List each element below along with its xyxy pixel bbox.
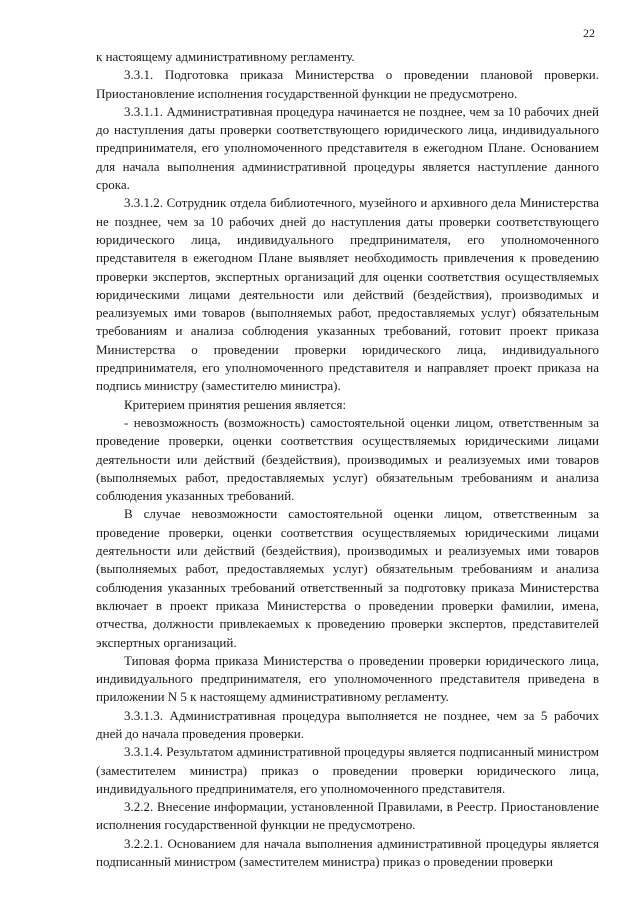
paragraph-criterion-intro: Критерием принятия решения является:: [124, 396, 347, 412]
paragraph-impossibility-case: В случае невозможности самостоятельной оценки лицом, ответственным за проведение проверки, оценки соответствия осуществляемых юридическими лицами деятельности или действий (бездействия), производимых и реализуемых ими товаров (выполняемых работ, предоставляемых услуг) обязательным требованиям и анализа соблюдения указанных требований ответственный за подготовку приказа Министерства включает в проект приказа Министерства о проведении проверки фамилии, имена, отчества, должности привлекаемых к проведению проверки экспертов, представителей экспертных организаций.: [96, 506, 599, 650]
paragraph-3-3-1-3: 3.3.1.3. Административная процедура выполняется не позднее, чем за 5 рабочих дней до начала проведения проверки.: [96, 707, 599, 741]
paragraph-3-3-1-1: 3.3.1.1. Административная процедура начинается не позднее, чем за 10 рабочих дней до наступления даты проверки соответствующего юридического лица, индивидуального предпринимателя, его уполномоченного представителя в ежегодном Плане. Основанием для начала выполнения административной процедуры является наступление данного срока.: [96, 103, 599, 193]
page-number: 22: [583, 26, 595, 40]
paragraph-3-2-2-1: 3.2.2.1. Основанием для начала выполнения административной процедуры является подписанный министром (заместителем министра) приказ о проведении проверки: [96, 835, 599, 870]
paragraph-3-3-1-2: 3.3.1.2. Сотрудник отдела библиотечного, музейного и архивного дела Министерства не позднее, чем за 10 рабочих дней до наступления даты проверки соответствующего юридического лица, индивидуального предпринимателя, его уполномоченного представителя в ежегодном Плане выявляет необходимость привлечения к проведению проверки экспертов, экспертных организаций для оценки соответствия осуществляемых юридическими лицами деятельности или действий (бездействия), производимых и реализуемых ими товаров (выполняемых работ, предоставляемых услуг) обязательным требованиям и анализа соблюдения указанных требований, готовит проект приказа Министерства о проведении проверки юридического лица, индивидуального предпринимателя, его уполномоченного представителя и направляет проект приказа на подпись министру (заместителю министра).: [96, 195, 599, 394]
paragraph-criterion-item: - невозможность (возможность) самостоятельной оценки лицом, ответственным за проведение проверки, оценки соответствия осуществляемых юридическими лицами деятельности или действий (бездействия), производимых и реализуемых ими товаров (выполняемых работ, предоставляемых услуг) обязательным требованиям и анализа соблюдения указанных требований.: [96, 414, 599, 504]
paragraph-3-3-1: 3.3.1. Подготовка приказа Министерства о проведении плановой проверки. Приостановление исполнения государственной функции не предусмотрено.: [96, 67, 599, 101]
document-body: [96, 48, 599, 871]
paragraph-3-2-2: 3.2.2. Внесение информации, установленной Правилами, в Реестр. Приостановление исполнения государственной функции не предусмотрено.: [96, 799, 599, 833]
paragraph-3-3-1-4: 3.3.1.4. Результатом административной процедуры является подписанный министром (заместителем министра) приказ о проведении проверки юридического лица, индивидуального предпринимателя, его уполномоченного представителя.: [96, 744, 599, 796]
paragraph-continuation: к настоящему административному регламенту.: [96, 49, 355, 64]
paragraph-typical-form: Типовая форма приказа Министерства о проведении проверки юридического лица, индивидуального предпринимателя, его уполномоченного представителя приведена в приложении N 5 к настоящему административному регламенту.: [96, 652, 599, 705]
